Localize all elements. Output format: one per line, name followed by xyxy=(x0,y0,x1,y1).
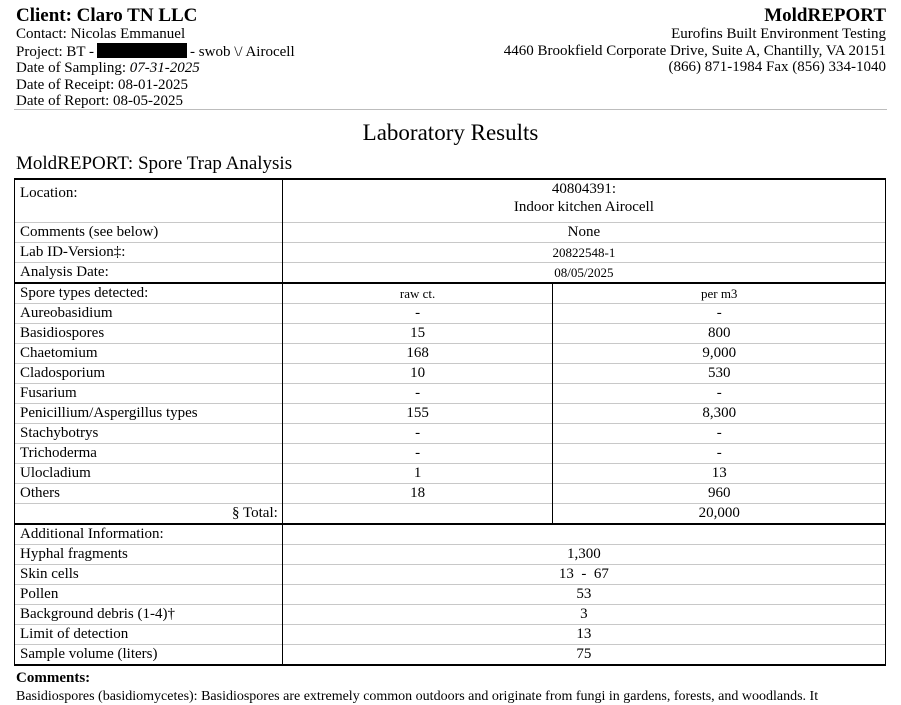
additional-value: 13 xyxy=(282,625,885,645)
spore-raw-count: 10 xyxy=(282,364,553,384)
spore-per-m3: - xyxy=(553,384,886,404)
comments-label: Comments (see below) xyxy=(15,223,283,243)
brand-name: MoldREPORT xyxy=(764,5,886,26)
comments-row xyxy=(15,223,886,243)
additional-name: Hyphal fragments xyxy=(15,545,283,565)
total-label: § Total: xyxy=(15,504,283,525)
additional-row xyxy=(15,605,886,625)
spore-name: Basidiospores xyxy=(15,324,283,344)
additional-row xyxy=(15,545,886,565)
spore-raw-count: - xyxy=(282,384,553,404)
spore-name: Aureobasidium xyxy=(15,304,283,324)
comments-text: Basidiospores (basidiomycetes): Basidiospores are extremely common outdoors and originate from fungi in gardens, forests, and woodlands. It xyxy=(16,689,819,704)
additional-value: 75 xyxy=(282,645,885,666)
location-name: Indoor kitchen Airocell xyxy=(513,199,654,215)
per-m3-header: per m3 xyxy=(553,283,886,304)
report-subtitle: MoldREPORT: Spore Trap Analysis xyxy=(16,153,293,174)
spore-header-label: Spore types detected: xyxy=(15,283,283,304)
location-label: Location: xyxy=(15,179,283,223)
additional-name: Pollen xyxy=(15,585,283,605)
spore-row xyxy=(15,404,886,424)
lab-address: 4460 Brookfield Corporate Drive, Suite A, Chantilly, VA 20151 xyxy=(503,42,886,59)
redaction-bar xyxy=(97,43,187,58)
total-raw xyxy=(282,504,553,525)
spore-per-m3: 13 xyxy=(553,464,886,484)
labid-row xyxy=(15,243,886,263)
additional-row xyxy=(15,565,886,585)
additional-name: Skin cells xyxy=(15,565,283,585)
spore-raw-count: 155 xyxy=(282,404,553,424)
sampling-date: 07-31-2025 xyxy=(129,60,200,76)
additional-name: Sample volume (liters) xyxy=(15,645,283,666)
labid-label: Lab ID-Version‡: xyxy=(15,243,283,263)
spore-per-m3: - xyxy=(553,424,886,444)
additional-row xyxy=(15,645,886,666)
spore-per-m3: 530 xyxy=(553,364,886,384)
spore-name: Chaetomium xyxy=(15,344,283,364)
additional-name: Limit of detection xyxy=(15,625,283,645)
analysis-date-label: Analysis Date: xyxy=(15,263,283,284)
additional-header-label: Additional Information: xyxy=(15,524,283,545)
location-value xyxy=(282,179,885,223)
spore-row xyxy=(15,444,886,464)
results-table xyxy=(14,178,886,666)
spore-raw-count: - xyxy=(282,424,553,444)
spore-raw-count: 1 xyxy=(282,464,553,484)
spore-name: Ulocladium xyxy=(15,464,283,484)
analysis-date-row xyxy=(15,263,886,284)
spore-header-row xyxy=(15,283,886,304)
report-line: Date of Report: 08-05-2025 xyxy=(16,93,184,109)
spore-raw-count: 15 xyxy=(282,324,553,344)
additional-value: 3 xyxy=(282,605,885,625)
spore-row xyxy=(15,324,886,344)
spore-per-m3: 800 xyxy=(553,324,886,344)
raw-count-header: raw ct. xyxy=(282,283,553,304)
additional-header-row xyxy=(15,524,886,545)
additional-value: 1,300 xyxy=(282,545,885,565)
additional-row xyxy=(15,625,886,645)
spore-row xyxy=(15,464,886,484)
analysis-date-value: 08/05/2025 xyxy=(282,263,885,284)
spore-row xyxy=(15,384,886,404)
spore-row xyxy=(15,304,886,324)
spore-per-m3: 9,000 xyxy=(553,344,886,364)
comments-heading: Comments: xyxy=(16,670,91,686)
spore-name: Trichoderma xyxy=(15,444,283,464)
spore-raw-count: 18 xyxy=(282,484,553,504)
additional-header-value xyxy=(282,524,885,545)
location-id: 40804391: xyxy=(551,181,616,197)
lab-name: Eurofins Built Environment Testing xyxy=(671,26,886,42)
spore-name: Fusarium xyxy=(15,384,283,404)
location-row xyxy=(15,179,886,223)
page-title: Laboratory Results xyxy=(362,120,539,145)
project-prefix: Project: BT - xyxy=(16,43,95,60)
lab-info xyxy=(504,6,886,76)
spore-name: Stachybotrys xyxy=(15,424,283,444)
additional-row xyxy=(15,585,886,605)
additional-value: 13 - 67 xyxy=(282,565,885,585)
spore-row xyxy=(15,484,886,504)
contact-line: Contact: Nicolas Emmanuel xyxy=(16,26,186,42)
client-name: Client: Claro TN LLC xyxy=(16,5,198,26)
spore-row xyxy=(15,364,886,384)
spore-raw-count: 168 xyxy=(282,344,553,364)
spore-name: Others xyxy=(15,484,283,504)
sampling-line xyxy=(16,60,295,77)
header-divider xyxy=(14,109,887,110)
spore-name: Cladosporium xyxy=(15,364,283,384)
lab-phone: (866) 871-1984 Fax (856) 334-1040 xyxy=(668,59,886,75)
labid-value: 20822548-1 xyxy=(282,243,885,263)
receipt-line: Date of Receipt: 08-01-2025 xyxy=(16,76,189,93)
client-info xyxy=(16,6,295,110)
spore-raw-count: - xyxy=(282,444,553,464)
additional-value: 53 xyxy=(282,585,885,605)
spore-name: Penicillium/Aspergillus types xyxy=(15,404,283,424)
spore-per-m3: 960 xyxy=(553,484,886,504)
spore-raw-count: - xyxy=(282,304,553,324)
total-per-m3: 20,000 xyxy=(553,504,886,525)
spore-per-m3: 8,300 xyxy=(553,404,886,424)
project-line xyxy=(16,43,295,61)
total-row xyxy=(15,504,886,525)
comments-value: None xyxy=(282,223,885,243)
spore-per-m3: - xyxy=(553,304,886,324)
spore-per-m3: - xyxy=(553,444,886,464)
additional-name: Background debris (1-4)† xyxy=(15,605,283,625)
sampling-label: Date of Sampling: xyxy=(16,60,126,76)
spore-row xyxy=(15,424,886,444)
project-suffix: - swob \/ Airocell xyxy=(190,43,295,60)
spore-row xyxy=(15,344,886,364)
